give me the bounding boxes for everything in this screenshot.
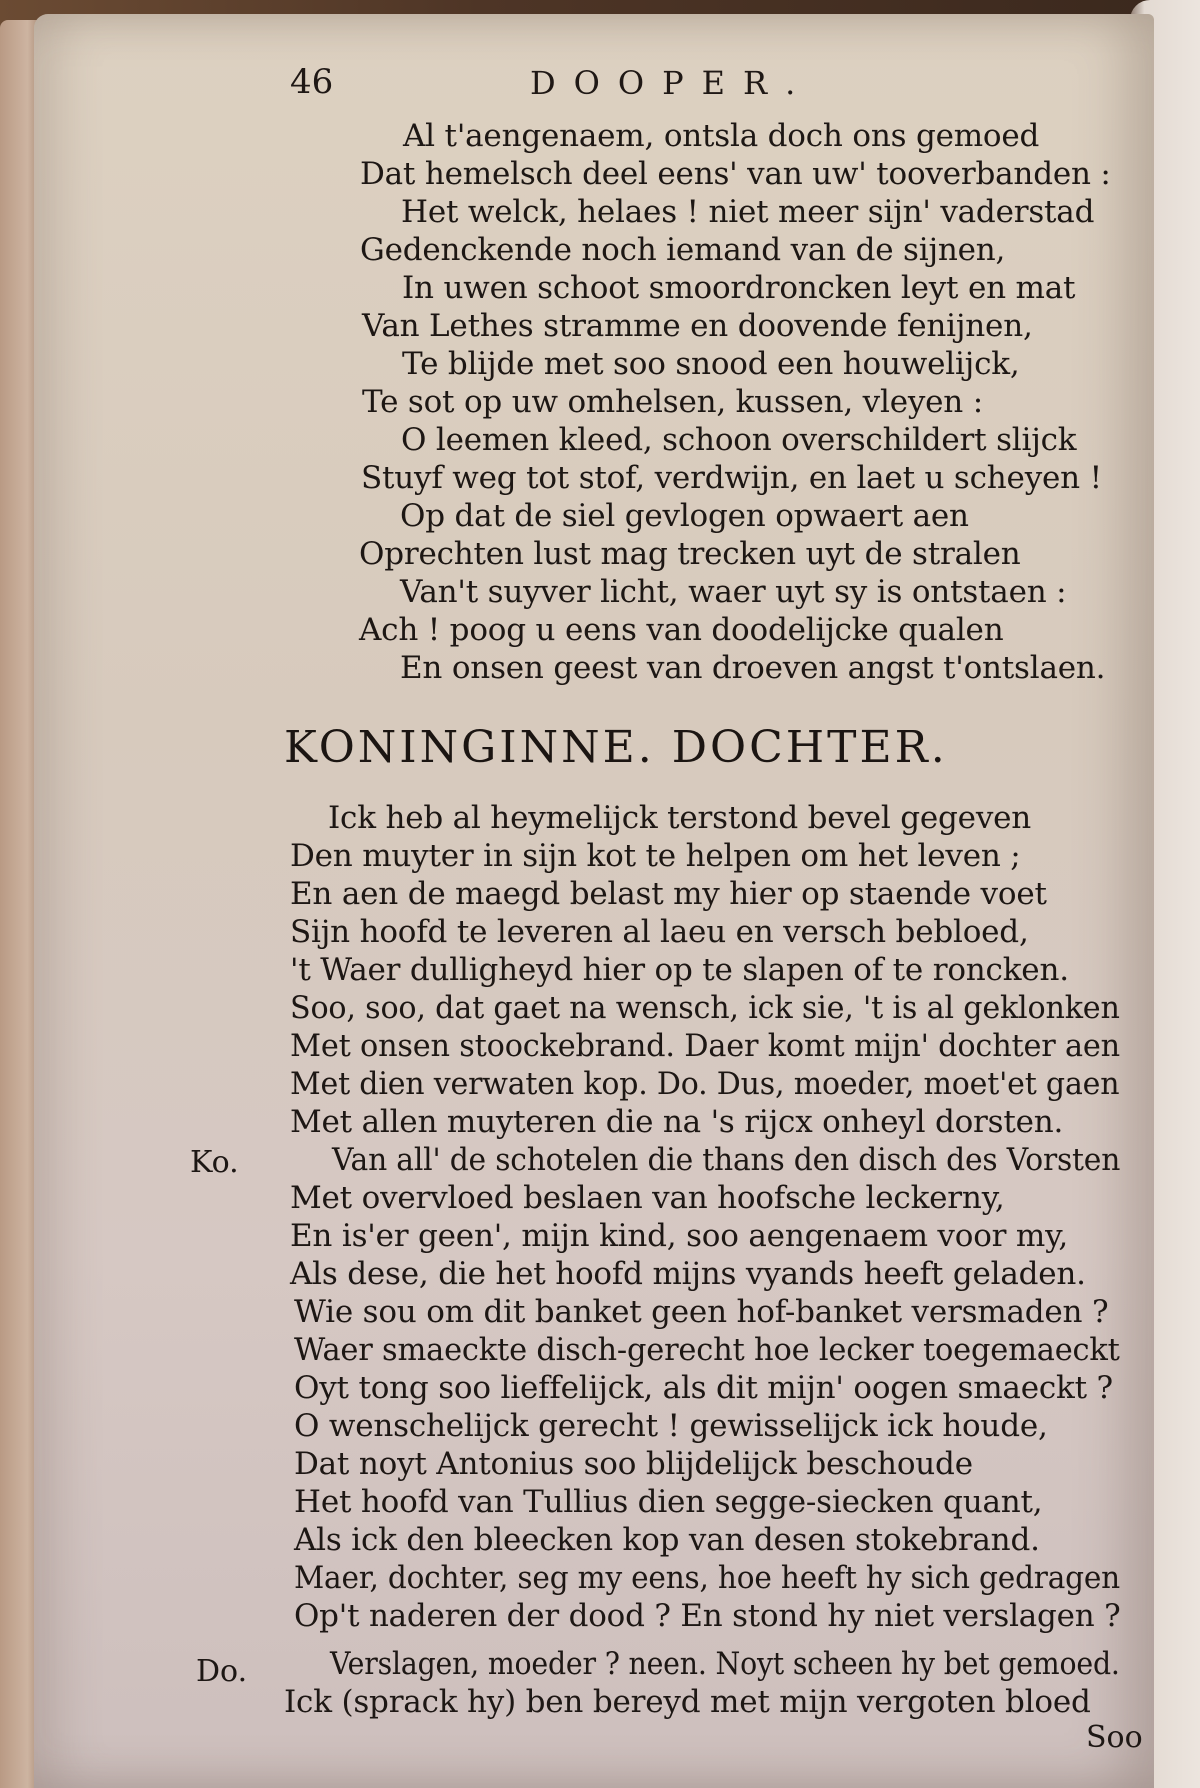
dialogue-line: Het hoofd van Tullius dien segge-siecken quant, [294,1484,1043,1520]
dialogue-line: Met onsen stoockebrand. Daer komt mijn' dochter aen [290,1028,1120,1064]
section-heading: KONINGINNE. DOCHTER. [284,722,948,773]
dialogue-line: Met dien verwaten kop. Do. Dus, moeder, moet'et gaen [290,1066,1120,1102]
dialogue-line: Soo, soo, dat gaet na wensch, ick sie, 't is al geklonken [290,990,1120,1026]
verse-line: Het welck, helaes ! niet meer sijn' vaderstad [401,194,1095,230]
dialogue-line: Wie sou om dit banket geen hof-banket versmaden ? [294,1294,1109,1330]
page-number: 46 [290,62,334,102]
dialogue-line: Dat noyt Antonius soo blijdelijck beschoude [294,1446,973,1482]
dialogue-line: Op't naderen der dood ? En stond hy niet verslagen ? [294,1598,1121,1634]
speaker-label: Ko. [190,1145,239,1180]
dialogue-line: Oyt tong soo lieffelijck, als dit mijn' oogen smaeckt ? [294,1370,1113,1406]
verse-line: En onsen geest van droeven angst t'ontslaen. [400,650,1106,686]
verse-line: Dat hemelsch deel eens' van uw' tooverbanden : [360,156,1111,192]
dialogue-line: Ick heb al heymelijck terstond bevel gegeven [328,800,1032,836]
running-title: DOOPER. [530,64,814,102]
dialogue-line: Met allen muyteren die na 's rijcx onheyl dorsten. [290,1104,1064,1140]
verse-line: O leemen kleed, schoon overschildert slijck [401,422,1077,458]
verse-line: In uwen schoot smoordroncken leyt en mat [402,270,1076,306]
dialogue-line: Maer, dochter, seg my eens, hoe heeft hy sich gedragen [294,1560,1121,1596]
verse-line: Al t'aengenaem, ontsla doch ons gemoed [403,118,1040,154]
dialogue-line: Waer smaeckte disch-gerecht hoe lecker toegemaeckt [294,1332,1120,1368]
speaker-label: Do. [196,1654,248,1689]
verse-line: Gedenckende noch iemand van de sijnen, [360,232,1006,268]
verse-line: Te sot op uw omhelsen, kussen, vleyen : [362,384,983,420]
catchword: Soo [1086,1720,1143,1755]
dialogue-line: Ick (sprack hy) ben bereyd met mijn vergoten bloed [284,1684,1091,1720]
running-head [290,62,950,106]
verse-line: Ach ! poog u eens van doodelijcke qualen [359,612,1004,648]
verse-line: Van't suyver licht, waer uyt sy is ontstaen : [400,574,1067,610]
verse-line: Stuyf weg tot stof, verdwijn, en laet u scheyen ! [361,460,1102,496]
dialogue-line: Verslagen, moeder ? neen. Noyt scheen hy bet gemoed. [330,1646,1120,1682]
dialogue-line: Met overvloed beslaen van hoofsche leckerny, [290,1180,1005,1216]
dialogue-line: Als ick den bleecken kop van desen stokebrand. [294,1522,1040,1558]
dialogue-line: En is'er geen', mijn kind, soo aengenaem voor my, [290,1218,1068,1254]
dialogue-line: O wenschelijck gerecht ! gewisselijck ick houde, [294,1408,1048,1444]
dialogue-line: Sijn hoofd te leveren al laeu en versch bebloed, [290,914,1029,950]
dialogue-line: 't Waer dulligheyd hier op te slapen of te roncken. [290,952,1069,988]
dialogue-line: En aen de maegd belast my hier op staende voet [290,876,1047,912]
dialogue-line: Den muyter in sijn kot te helpen om het leven ; [290,838,1021,874]
verse-line: Oprechten lust mag trecken uyt de stralen [359,536,1021,572]
dialogue-line: Als dese, die het hoofd mijns vyands heeft geladen. [290,1256,1086,1292]
verse-line: Van Lethes stramme en doovende fenijnen, [362,308,1033,344]
verse-line: Te blijde met soo snood een houwelijck, [402,346,1020,382]
verse-line: Op dat de siel gevlogen opwaert aen [400,498,969,534]
dialogue-line: Van all' de schotelen die thans den disch des Vorsten [332,1142,1121,1178]
